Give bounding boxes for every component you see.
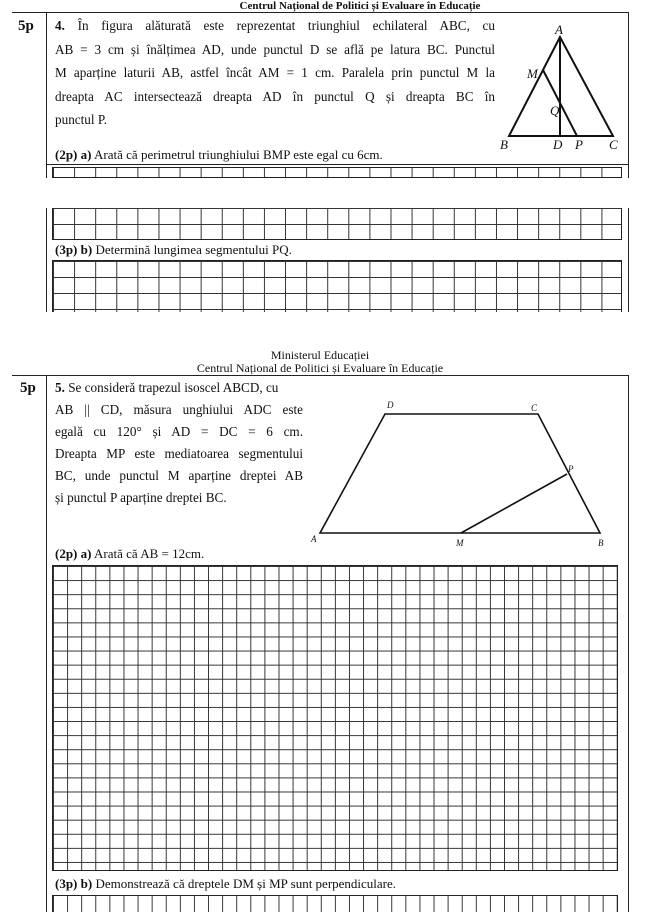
- page2-header: Centrul Național de Politici și Evaluare în Educație: [196, 361, 444, 375]
- statement-line-1: În figura alăturată este reprezentat triunghiul echilateral ABC, cu: [77, 18, 496, 33]
- page2-margin-rule: [46, 375, 47, 912]
- answer-grid-4a[interactable]: [52, 167, 622, 178]
- label-c: C: [531, 403, 538, 413]
- page2-points: 5p: [20, 380, 36, 396]
- statement-line-4: dreapta AC intersectează dreapta AD în punctul Q și dreapta BC în: [55, 88, 495, 104]
- page1-header: Centrul Național de Politici și Evaluare în Educație: [239, 0, 481, 12]
- statement-line-5: punctul P.: [55, 112, 108, 128]
- label-c: C: [609, 137, 618, 152]
- problem-number: 4.: [55, 18, 65, 33]
- answer-grid-4b[interactable]: [52, 260, 622, 312]
- label-b: B: [598, 538, 604, 548]
- trapezoid-figure: [305, 396, 625, 554]
- page1-points: 5p: [18, 18, 34, 34]
- page2-ministry: Ministerul Educației: [270, 348, 370, 362]
- page1-statement: [55, 14, 495, 132]
- label-p: P: [575, 137, 583, 152]
- trapezoid-abcd: [320, 414, 600, 533]
- page2-statement: 5. Se consideră trapezul isoscel ABCD, cu AB || CD, măsura unghiului ADC este egală cu 120° și AD = DC = 6 cm. Dreapta MP este mediatoarea segmentului BC, unde punctul M aparține dreptei AB și punctul P aparține dreptei BC.: [55, 380, 303, 505]
- problem-number-5: 5.: [55, 380, 65, 395]
- statement-line-2: AB = 3 cm și înălțimea AD, unde punctul D se află pe latura BC. Punctul: [55, 41, 495, 57]
- segment-mp: [461, 474, 567, 533]
- label-a: A: [555, 22, 563, 37]
- label-m: M: [456, 538, 464, 548]
- page2-right-rule: [628, 375, 629, 912]
- label-d: D: [387, 400, 394, 410]
- page1-top-rule: [12, 12, 629, 13]
- triangle-figure: [495, 22, 630, 154]
- page2-part-a: (2p) a) Arată că AB = 12cm.: [55, 546, 205, 561]
- page1-margin-rule: [46, 12, 47, 178]
- label-m: M: [527, 66, 538, 81]
- answer-grid-5b[interactable]: [52, 895, 618, 912]
- statement-line-3: M aparține laturii AB, astfel încât AM = 1 cm. Paralela prin punctul M la: [55, 65, 495, 81]
- answer-grid-5a[interactable]: [52, 565, 618, 871]
- page1-part-b: (3p) b) Determină lungimea segmentului PQ.: [55, 242, 292, 257]
- page2-top-rule: [12, 375, 629, 376]
- label-q: Q: [550, 103, 560, 118]
- label-b: B: [500, 137, 508, 152]
- label-a: A: [311, 534, 317, 544]
- label-p: P: [568, 464, 574, 474]
- label-d: D: [553, 137, 563, 152]
- page1-part-a: (2p) a) Arată că perimetrul triunghiului BMP este egal cu 6cm.: [55, 147, 383, 162]
- answer-grid-4a-continued[interactable]: [52, 208, 622, 240]
- page2-part-b: (3p) b) Demonstrează că dreptele DM și MP sunt perpendiculare.: [55, 876, 397, 891]
